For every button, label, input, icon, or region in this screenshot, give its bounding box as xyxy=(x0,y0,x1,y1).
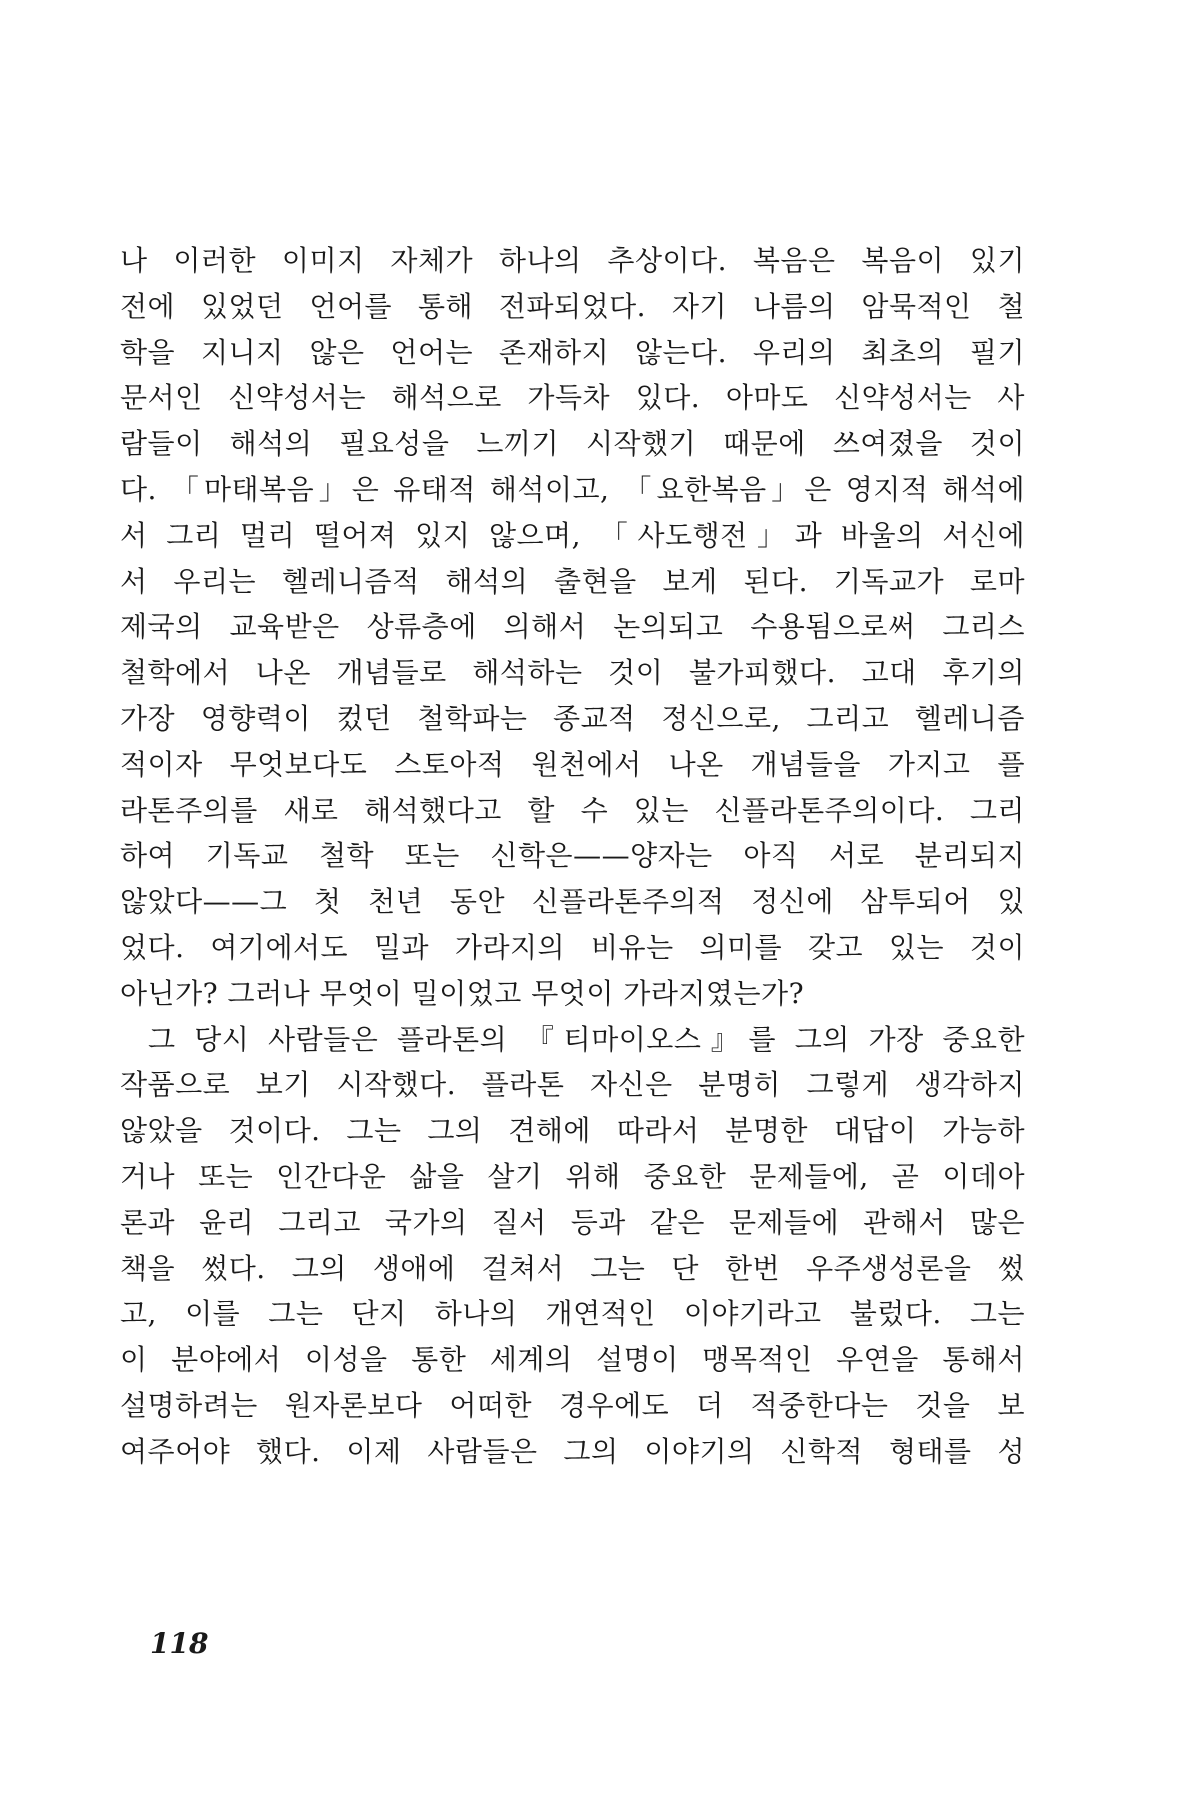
text-line: 람들이 해석의 필요성을 느끼기 시작했기 때문에 쓰여졌을 것이 xyxy=(120,427,1025,461)
text-line: 론과 윤리 그리고 국가의 질서 등과 같은 문제들에 관해서 많은 xyxy=(120,1205,1025,1239)
text-line: 적이자 무엇보다도 스토아적 원천에서 나온 개념들을 가지고 플 xyxy=(120,747,1025,781)
text-line: 서 그리 멀리 떨어져 있지 않으며, 「사도행전」과 바울의 서신에 xyxy=(120,518,1025,552)
text-line: 않았다——그 첫 천년 동안 신플라톤주의적 정신에 삼투되어 있 xyxy=(120,885,1025,919)
text-line: 서 우리는 헬레니즘적 해석의 출현을 보게 된다. 기독교가 로마 xyxy=(120,564,1025,598)
text-line: 라톤주의를 새로 해석했다고 할 수 있는 신플라톤주의이다. 그리 xyxy=(120,793,1025,827)
text-line: 철학에서 나온 개념들로 해석하는 것이 불가피했다. 고대 후기의 xyxy=(120,656,1025,690)
text-line: 가장 영향력이 컸던 철학파는 종교적 정신으로, 그리고 헬레니즘 xyxy=(120,701,1025,735)
text-line: 않았을 것이다. 그는 그의 견해에 따라서 분명한 대답이 가능하 xyxy=(120,1114,1025,1148)
text-line: 작품으로 보기 시작했다. 플라톤 자신은 분명히 그렇게 생각하지 xyxy=(120,1068,1025,1102)
text-line: 책을 썼다. 그의 생애에 걸쳐서 그는 단 한번 우주생성론을 썼 xyxy=(120,1251,1025,1285)
paragraph-end-line: 아닌가? 그러나 무엇이 밀이었고 무엇이 가라지였는가? xyxy=(120,976,805,1010)
text-line: 고, 이를 그는 단지 하나의 개연적인 이야기라고 불렀다. 그는 xyxy=(120,1297,1025,1331)
text-line: 제국의 교육받은 상류층에 의해서 논의되고 수용됨으로써 그리스 xyxy=(120,610,1025,644)
text-line: 었다. 여기에서도 밀과 가라지의 비유는 의미를 갖고 있는 것이 xyxy=(120,930,1025,964)
text-line: 여주어야 했다. 이제 사람들은 그의 이야기의 신학적 형태를 성 xyxy=(120,1434,1025,1468)
text-line: 이 분야에서 이성을 통한 세계의 설명이 맹목적인 우연을 통해서 xyxy=(120,1343,1025,1377)
page-number: 118 xyxy=(150,1627,209,1660)
body-text xyxy=(120,238,1025,1475)
text-line: 다. 「마태복음」은 유태적 해석이고, 「요한복음」은 영지적 해석에 xyxy=(120,472,1025,506)
text-line: 문서인 신약성서는 해석으로 가득차 있다. 아마도 신약성서는 사 xyxy=(120,381,1025,415)
text-line: 설명하려는 원자론보다 어떠한 경우에도 더 적중한다는 것을 보 xyxy=(120,1388,1025,1422)
text-line: 하여 기독교 철학 또는 신학은——양자는 아직 서로 분리되지 xyxy=(120,839,1025,873)
paragraph-start-line: 그 당시 사람들은 플라톤의 『티마이오스』를 그의 가장 중요한 xyxy=(148,1022,1025,1056)
text-line: 전에 있었던 언어를 통해 전파되었다. 자기 나름의 암묵적인 철 xyxy=(120,289,1025,323)
text-line: 거나 또는 인간다운 삶을 살기 위해 중요한 문제들에, 곧 이데아 xyxy=(120,1159,1025,1193)
text-line: 나 이러한 이미지 자체가 하나의 추상이다. 복음은 복음이 있기 xyxy=(120,244,1025,277)
text-line: 학을 지니지 않은 언어는 존재하지 않는다. 우리의 최초의 필기 xyxy=(120,335,1025,369)
